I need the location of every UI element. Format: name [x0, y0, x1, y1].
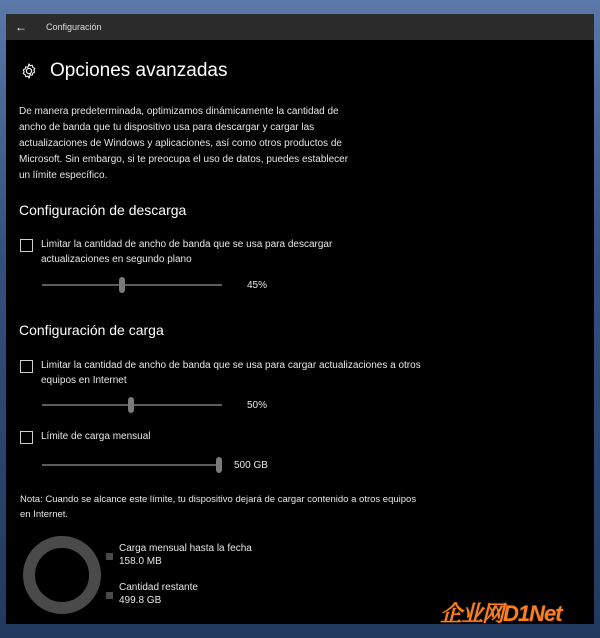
- legend-remaining-label: Cantidad restante: [119, 582, 198, 593]
- slider-thumb[interactable]: [216, 457, 222, 473]
- watermark-logo: 企业网D1Net: [440, 601, 562, 626]
- page-title: Opciones avanzadas: [50, 60, 228, 81]
- back-button[interactable]: [6, 14, 36, 40]
- usage-donut-chart: [22, 535, 102, 615]
- upload-section-title: Configuración de carga: [19, 322, 164, 338]
- settings-window: [6, 14, 594, 624]
- gear-icon: [20, 62, 38, 80]
- monthly-limit-checkbox-row[interactable]: [20, 429, 151, 444]
- window-title: Configuración: [46, 22, 102, 32]
- legend-uploaded-value: 158.0 MB: [119, 556, 162, 567]
- download-slider-value: 45%: [247, 280, 268, 291]
- slider-thumb[interactable]: [128, 397, 134, 413]
- legend-uploaded-swatch: [106, 553, 113, 560]
- download-limit-checkbox[interactable]: [20, 239, 33, 252]
- download-limit-checkbox-row[interactable]: [20, 237, 380, 267]
- legend-uploaded: [106, 541, 252, 567]
- monthly-limit-checkbox[interactable]: [20, 431, 33, 444]
- upload-bandwidth-slider[interactable]: [42, 401, 222, 409]
- monthly-limit-slider[interactable]: [42, 461, 222, 469]
- back-arrow-icon: ←: [15, 20, 27, 34]
- legend-remaining: [106, 580, 198, 606]
- upload-slider-value: 50%: [247, 400, 268, 411]
- intro-text: De manera predeterminada, optimizamos dinámicamente la cantidad de ancho de banda que tu dispositivo usa para descargar y cargar las actualizaciones de Windows y aplicaciones, así como otros productos de Microsoft. Sin embargo, si te preocupa el uso de datos, puedes establecer un límite específico.: [19, 106, 349, 181]
- upload-limit-checkbox[interactable]: [20, 360, 33, 373]
- upload-limit-checkbox-row[interactable]: [20, 358, 450, 388]
- slider-track: [42, 464, 222, 466]
- note-text: Nota: Cuando se alcance este límite, tu dispositivo dejará de cargar contenido a otros equipos en Internet.: [20, 494, 417, 520]
- legend-uploaded-label: Carga mensual hasta la fecha: [119, 543, 252, 554]
- donut-remaining-ring: [29, 542, 95, 608]
- monthly-slider-value: 500 GB: [234, 460, 268, 471]
- download-bandwidth-slider[interactable]: [42, 281, 222, 289]
- slider-track: [42, 284, 222, 286]
- download-limit-label: Limitar la cantidad de ancho de banda que se usa para descargar actualizaciones en segundo plano: [41, 239, 333, 265]
- upload-limit-label: Limitar la cantidad de ancho de banda que se usa para cargar actualizaciones a otros equipos en Internet: [41, 360, 421, 386]
- download-section-title: Configuración de descarga: [19, 202, 187, 218]
- page-header: [20, 60, 227, 82]
- title-bar: [6, 14, 594, 40]
- legend-remaining-value: 499.8 GB: [119, 595, 162, 606]
- monthly-limit-label: Límite de carga mensual: [41, 431, 151, 442]
- slider-thumb[interactable]: [119, 277, 125, 293]
- legend-remaining-swatch: [106, 592, 113, 599]
